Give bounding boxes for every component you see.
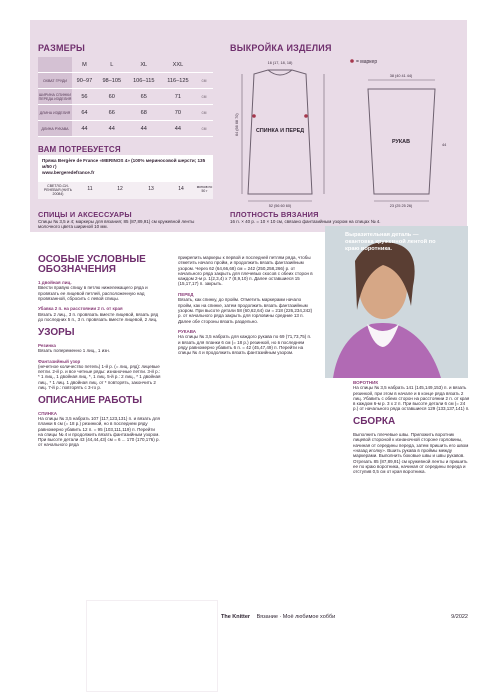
size-row-label: ДЛИНА ИЗДЕЛИЯ (38, 105, 72, 121)
middle-column: прикрепить маркеры к первой и последней петлям ряда, чтобы отметить начало пройм, и продолжить вязать фантазийным узором. Через 62 (64,66,68) см = 242 (250,258,266) р. от начального ряда закрыть для плечевых скосов с обеих сторон в каждом 2-м р. 1(2,3,4) х 7 (8,9,10) п. Далее оставшиеся 15 (15,17,17) п. закрыть. ПЕРЕД Вязать, как спинку, до пройм. Отметить маркерами начало пройм, как на спинке, затем продолжить вязать фантазийным узором. При высоте детали 58 (60,62,64) см = 218 (226,234,242) р. от начального ряда закрыть для горловины средние 13 п. Далее обе стороны вязать раздельно. РУКАВА На спицы № 3,5 набрать для каждого рукава по 69 (71,73,75) п. и вязать для планки 6 см (= 18 р.) резинкой, но в последнем ряду равномерно убавить 6 п. = 42 (45,47,49) п. Перейти на спицы № 4 и продолжить вязать фантазийным узором. (178, 255, 313, 356)
svg-text:РУКАВ: РУКАВ (392, 139, 410, 145)
size-row-label: ДЛИНА РУКАВА (38, 121, 72, 137)
pattern-diagram (230, 56, 465, 212)
diagram-title: ВЫКРОЙКА ИЗДЕЛИЯ (230, 43, 332, 53)
svg-text:16 (17, 18, 18): 16 (17, 18, 18) (267, 61, 293, 65)
size-header-m: M (72, 57, 97, 73)
yarn-quantity-row: СВЕТЛО-СИ-РЕНЕВАЯ (НИТЬ 20084) 11 12 13 14 мотков по 50 г (38, 182, 213, 199)
svg-text:23 (25 25 26): 23 (25 25 26) (389, 204, 413, 208)
needed-title: ВАМ ПОТРЕБУЕТСЯ (38, 145, 121, 154)
page-footer (221, 614, 468, 622)
svg-text:64 (66 68 70): 64 (66 68 70) (235, 113, 239, 136)
svg-text:52 (56 60 60): 52 (56 60 60) (268, 204, 292, 208)
svg-text:44: 44 (442, 143, 447, 147)
site-link[interactable]: www.bergeredefrance.fr (42, 169, 95, 175)
sizes-table: M L XL XXL ОХВАТ ГРУДИ 90–97 98–105 106–115 116–125 см ШИРИНА СПИНКИ ПЕРЕДА ИЗДЕЛИЯ 56 60 65 71 см ДЛИНА ИЗДЕЛИЯ 64 66 68 70 см ДЛИНА РУКАВА 44 44 44 44 см (38, 57, 213, 137)
size-header-l: L (97, 57, 127, 73)
blank-overlay (86, 600, 218, 692)
photo-caption: Выразительная деталь — окантовка кружевной лентой по краю воротника. (345, 232, 436, 252)
sizes-title: РАЗМЕРЫ (38, 43, 86, 53)
density-text: 16 п. × 40 р. = 10 × 10 см, связано фантазийным узором на спицах № 4. (230, 219, 381, 224)
density-title: ПЛОТНОСТЬ ВЯЗАНИЯ (230, 210, 319, 219)
footer-brand: The Knitter (221, 614, 251, 620)
size-header-xl: XL (127, 57, 161, 73)
svg-text:СПИНКА И ПЕРЕД: СПИНКА И ПЕРЕД (255, 128, 305, 134)
marker-legend: = маркер (356, 59, 378, 65)
patterns-title: УЗОРЫ (38, 326, 75, 338)
symbols-title: ОСОБЫЕ УСЛОВНЫЕ ОБОЗНАЧЕНИЯ (38, 254, 146, 275)
right-column: ВОРОТНИК На спицы № 3,5 набрать 141 (145,149,153) п. и вязать резинкой, при этом в начале и в конце ряда вязать 2 лиц. Убавить с обеих сторон на расстоянии 2 п. от края в каждом 6-м р. 3 х 2 п. При высоте детали 6 см (= 24 р.) от начального ряда оставшиеся 129 (133,137,141) п. СБОРКА Выполнить плечевые швы. Приложить воротник лицевой стороной к изнаночной стороне горловины, начиная от середины переда, затем пришить его швом «назад иголку». Вшить рукава в проймы между маркерами. Выполнить боковые швы и швы рукавов. Отрезать 85 (87,89,91) см кружевной ленты и пришить ее по краю воротника, начиная от середины переда и отступив 0,5 см от края воротника. (353, 380, 470, 475)
svg-text:38 (40 41 44): 38 (40 41 44) (389, 74, 413, 78)
footer-issue: 9/2022 (451, 614, 468, 620)
assembly-title: СБОРКА (353, 416, 396, 428)
size-header-xxl: XXL (161, 57, 195, 73)
size-row-label: ШИРИНА СПИНКИ ПЕРЕДА ИЗДЕЛИЯ (38, 89, 72, 105)
size-row-label: ОХВАТ ГРУДИ (38, 73, 72, 89)
work-title: ОПИСАНИЕ РАБОТЫ (38, 394, 143, 406)
tools-text: Спицы № 3,5 и 4; маркеры для вязания; 85 (87,89,91) см кружевной ленты молочного цвета шириной 10 мм. (38, 219, 195, 230)
left-column: ОСОБЫЕ УСЛОВНЫЕ ОБОЗНАЧЕНИЯ 1 двойная лиц. Ввести правую спицу в петлю нижележащего ряда и провязать ее лицевой петлей, расположенную над провязанной, сбросить с левой спицы. Убавка 2 п. на расстоянии 2 п. от края Вязать 2 лиц., 3 п. провязать вместе лицевой, вязать ряд до последних 5 п., 3 п. провязать вместе лицевой, 2 лиц. УЗОРЫ Резинка Вязать попеременно 1 лиц., 1 изн. Фантазийный узор (нечетное количество петель) 1-й р. (= лиц. ряд): лицевые петли. 2-й р. и все четные ряды: изнаночные петли. 3-й р.: * 1 лиц., 1 двойная лиц. *, 1 лиц. 5-й р.: 2 лиц., * 1 двойная лиц., * 1 лиц. 1 двойная лиц. от * повторять, закончить 2 лиц. 7-й р.: повторять с 3-го р. ОПИСАНИЕ РАБОТЫ СПИНКА На спицы № 3,5 набрать 107 (117,123,131) п. и вязать для планки 6 см (= 18 р.) резинкой, но в последнем ряду равномерно убавить 12 п. = 95 (103,111,119) п. Перейти на спицы № 4 и продолжить вязать фантазийным узором. При высоте детали 43 (44,44,43) см = 6 ... 170 (170,176) р. от начального ряда (38, 254, 161, 448)
yarn-text: Пряжа Bergère de France «MERINOS 4» (100% мериносовой шерсти; 135 м/50 г) www.bergeredefrance.fr (42, 158, 206, 175)
footer-magazine: Вязание · Моё любимое хобби (256, 614, 336, 620)
tools-title: СПИЦЫ И АКСЕССУАРЫ (38, 210, 132, 219)
